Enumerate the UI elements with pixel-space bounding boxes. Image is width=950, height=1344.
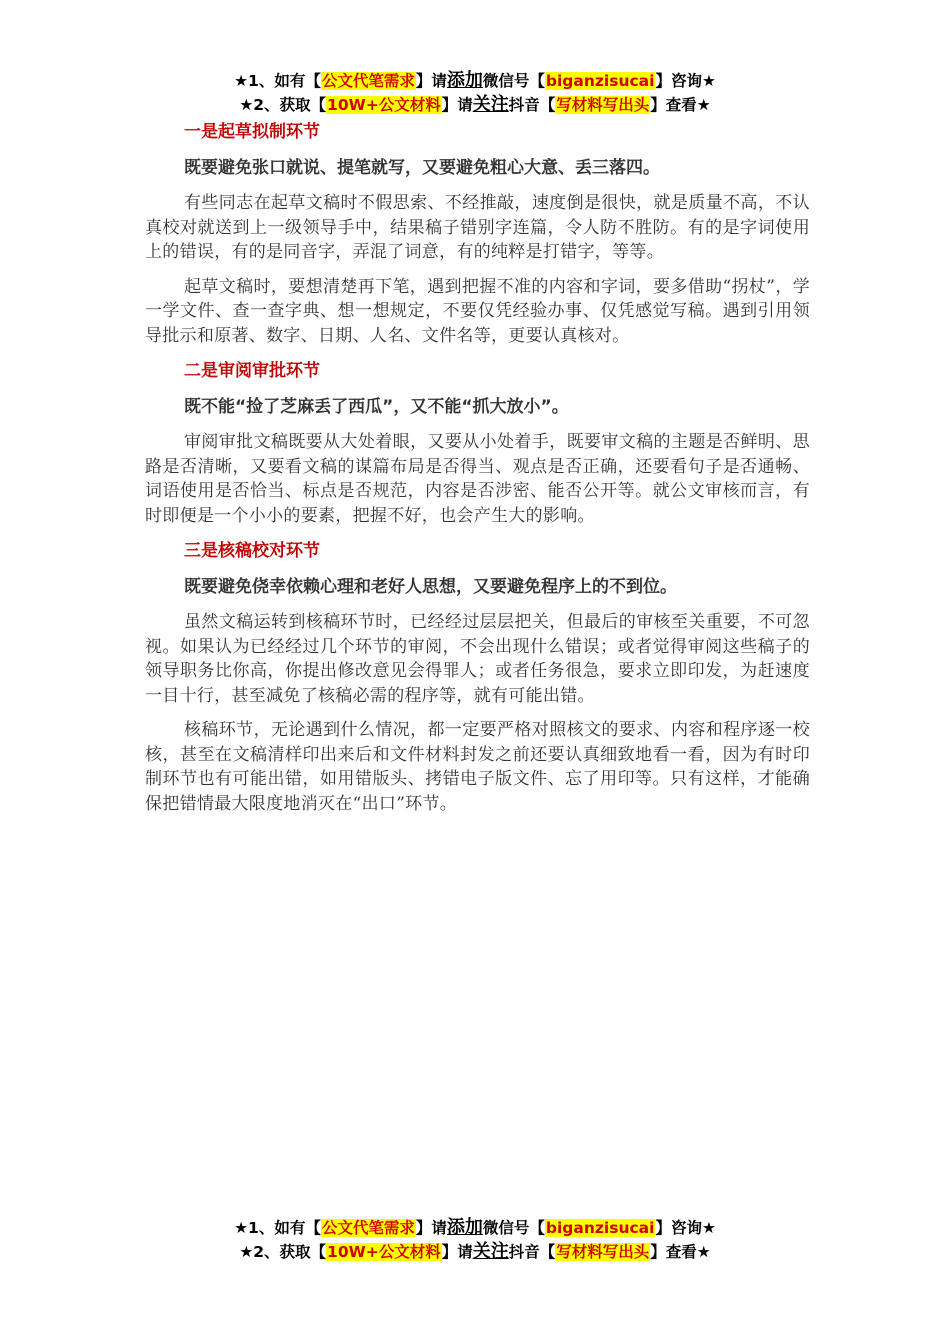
paragraph: 核稿环节，无论遇到什么情况，都一定要严格对照核文的要求、内容和程序逐一校核，甚至在文稿清样印出来后和文件材料封发之前还要认真细致地看一看，因为有时印制环节也有可能出错，如用错版头、拷错电子版文件、忘了用印等。只有这样，才能确保把错情最大限度地消灭在“出口”环节。 bbox=[145, 720, 810, 814]
section-title-2: 二是审阅审批环节 bbox=[184, 361, 320, 381]
emphasis-follow: 关注 bbox=[472, 1241, 509, 1262]
banner-line-2: ★2、获取【10W+公文材料】请关注抖音【写材料写出头】查看★ bbox=[239, 94, 711, 115]
star-icon: ★ bbox=[234, 1219, 249, 1237]
emphasis-follow: 关注 bbox=[472, 94, 509, 115]
paragraph: 起草文稿时，要想清楚再下笔，遇到把握不准的内容和字词，要多借助“拐杖”，学一学文件、查一查字典、想一想规定，不要仅凭经验办事、仅凭感觉写稿。遇到引用领导批示和原著、数字、日期、人名、文件名等，更要认真核对。 bbox=[145, 276, 810, 346]
highlight-service: 公文代笔需求 bbox=[321, 72, 415, 90]
highlight-materials: 10W+公文材料 bbox=[327, 96, 441, 114]
section-title-1: 一是起草拟制环节 bbox=[184, 122, 320, 142]
paragraph: 虽然文稿运转到核稿环节时，已经经过层层把关，但最后的审核至关重要，不可忽视。如果认为已经经过几个环节的审阅，不会出现什么错误；或者觉得审阅这些稿子的领导职务比你高，你提出修改意见会得罪人；或者任务很急，要求立即印发，为赶速度一目十行，甚至减免了核稿必需的程序等，就有可能出错。 bbox=[145, 612, 810, 706]
highlight-douyin: 写材料写出头 bbox=[556, 96, 650, 114]
star-icon: ★ bbox=[239, 96, 254, 114]
highlight-douyin: 写材料写出头 bbox=[556, 1243, 650, 1261]
header-banner bbox=[0, 69, 950, 117]
footer-banner bbox=[0, 1216, 950, 1264]
banner-line-1: ★1、如有【公文代笔需求】请添加微信号【biganzisucai】咨询★ bbox=[234, 1217, 716, 1238]
paragraph: 有些同志在起草文稿时不假思索、不经推敲，速度倒是很快，就是质量不高，不认真校对就送到上一级领导手中，结果稿子错别字连篇，令人防不胜防。有的是字词使用上的错误，有的是同音字，弄混了词意，有的纯粹是打错字，等等。 bbox=[145, 193, 810, 262]
section-title-3: 三是核稿校对环节 bbox=[184, 541, 320, 561]
highlight-wechat-id: biganzisucai bbox=[545, 72, 655, 90]
highlight-service: 公文代笔需求 bbox=[321, 1219, 415, 1237]
banner-line-2: ★2、获取【10W+公文材料】请关注抖音【写材料写出头】查看★ bbox=[239, 1241, 711, 1262]
document-body bbox=[145, 119, 810, 826]
banner-line-1: ★1、如有【公文代笔需求】请添加微信号【biganzisucai】咨询★ bbox=[234, 70, 716, 91]
section-lead-2: 既不能“捡了芝麻丢了西瓜”，又不能“抓大放小”。 bbox=[184, 397, 569, 417]
highlight-materials: 10W+公文材料 bbox=[327, 1243, 441, 1261]
highlight-wechat-id: biganzisucai bbox=[545, 1219, 655, 1237]
paragraph: 审阅审批文稿既要从大处着眼，又要从小处着手，既要审文稿的主题是否鲜明、思路是否清晰，又要看文稿的谋篇布局是否得当、观点是否正确，还要看句子是否通畅、词语使用是否恰当、标点是否规范，内容是否涉密、能否公开等。就公文审核而言，有时即便是一个小小的要素，把握不好，也会产生大的影响。 bbox=[145, 432, 810, 526]
star-icon: ★ bbox=[234, 72, 249, 90]
star-icon: ★ bbox=[239, 1243, 254, 1261]
section-lead-3: 既要避免侥幸依赖心理和老好人思想，又要避免程序上的不到位。 bbox=[184, 577, 677, 597]
emphasis-add: 添加 bbox=[446, 1217, 483, 1238]
emphasis-add: 添加 bbox=[446, 70, 483, 91]
section-lead-1: 既要避免张口就说、提笔就写，又要避免粗心大意、丢三落四。 bbox=[184, 158, 660, 178]
